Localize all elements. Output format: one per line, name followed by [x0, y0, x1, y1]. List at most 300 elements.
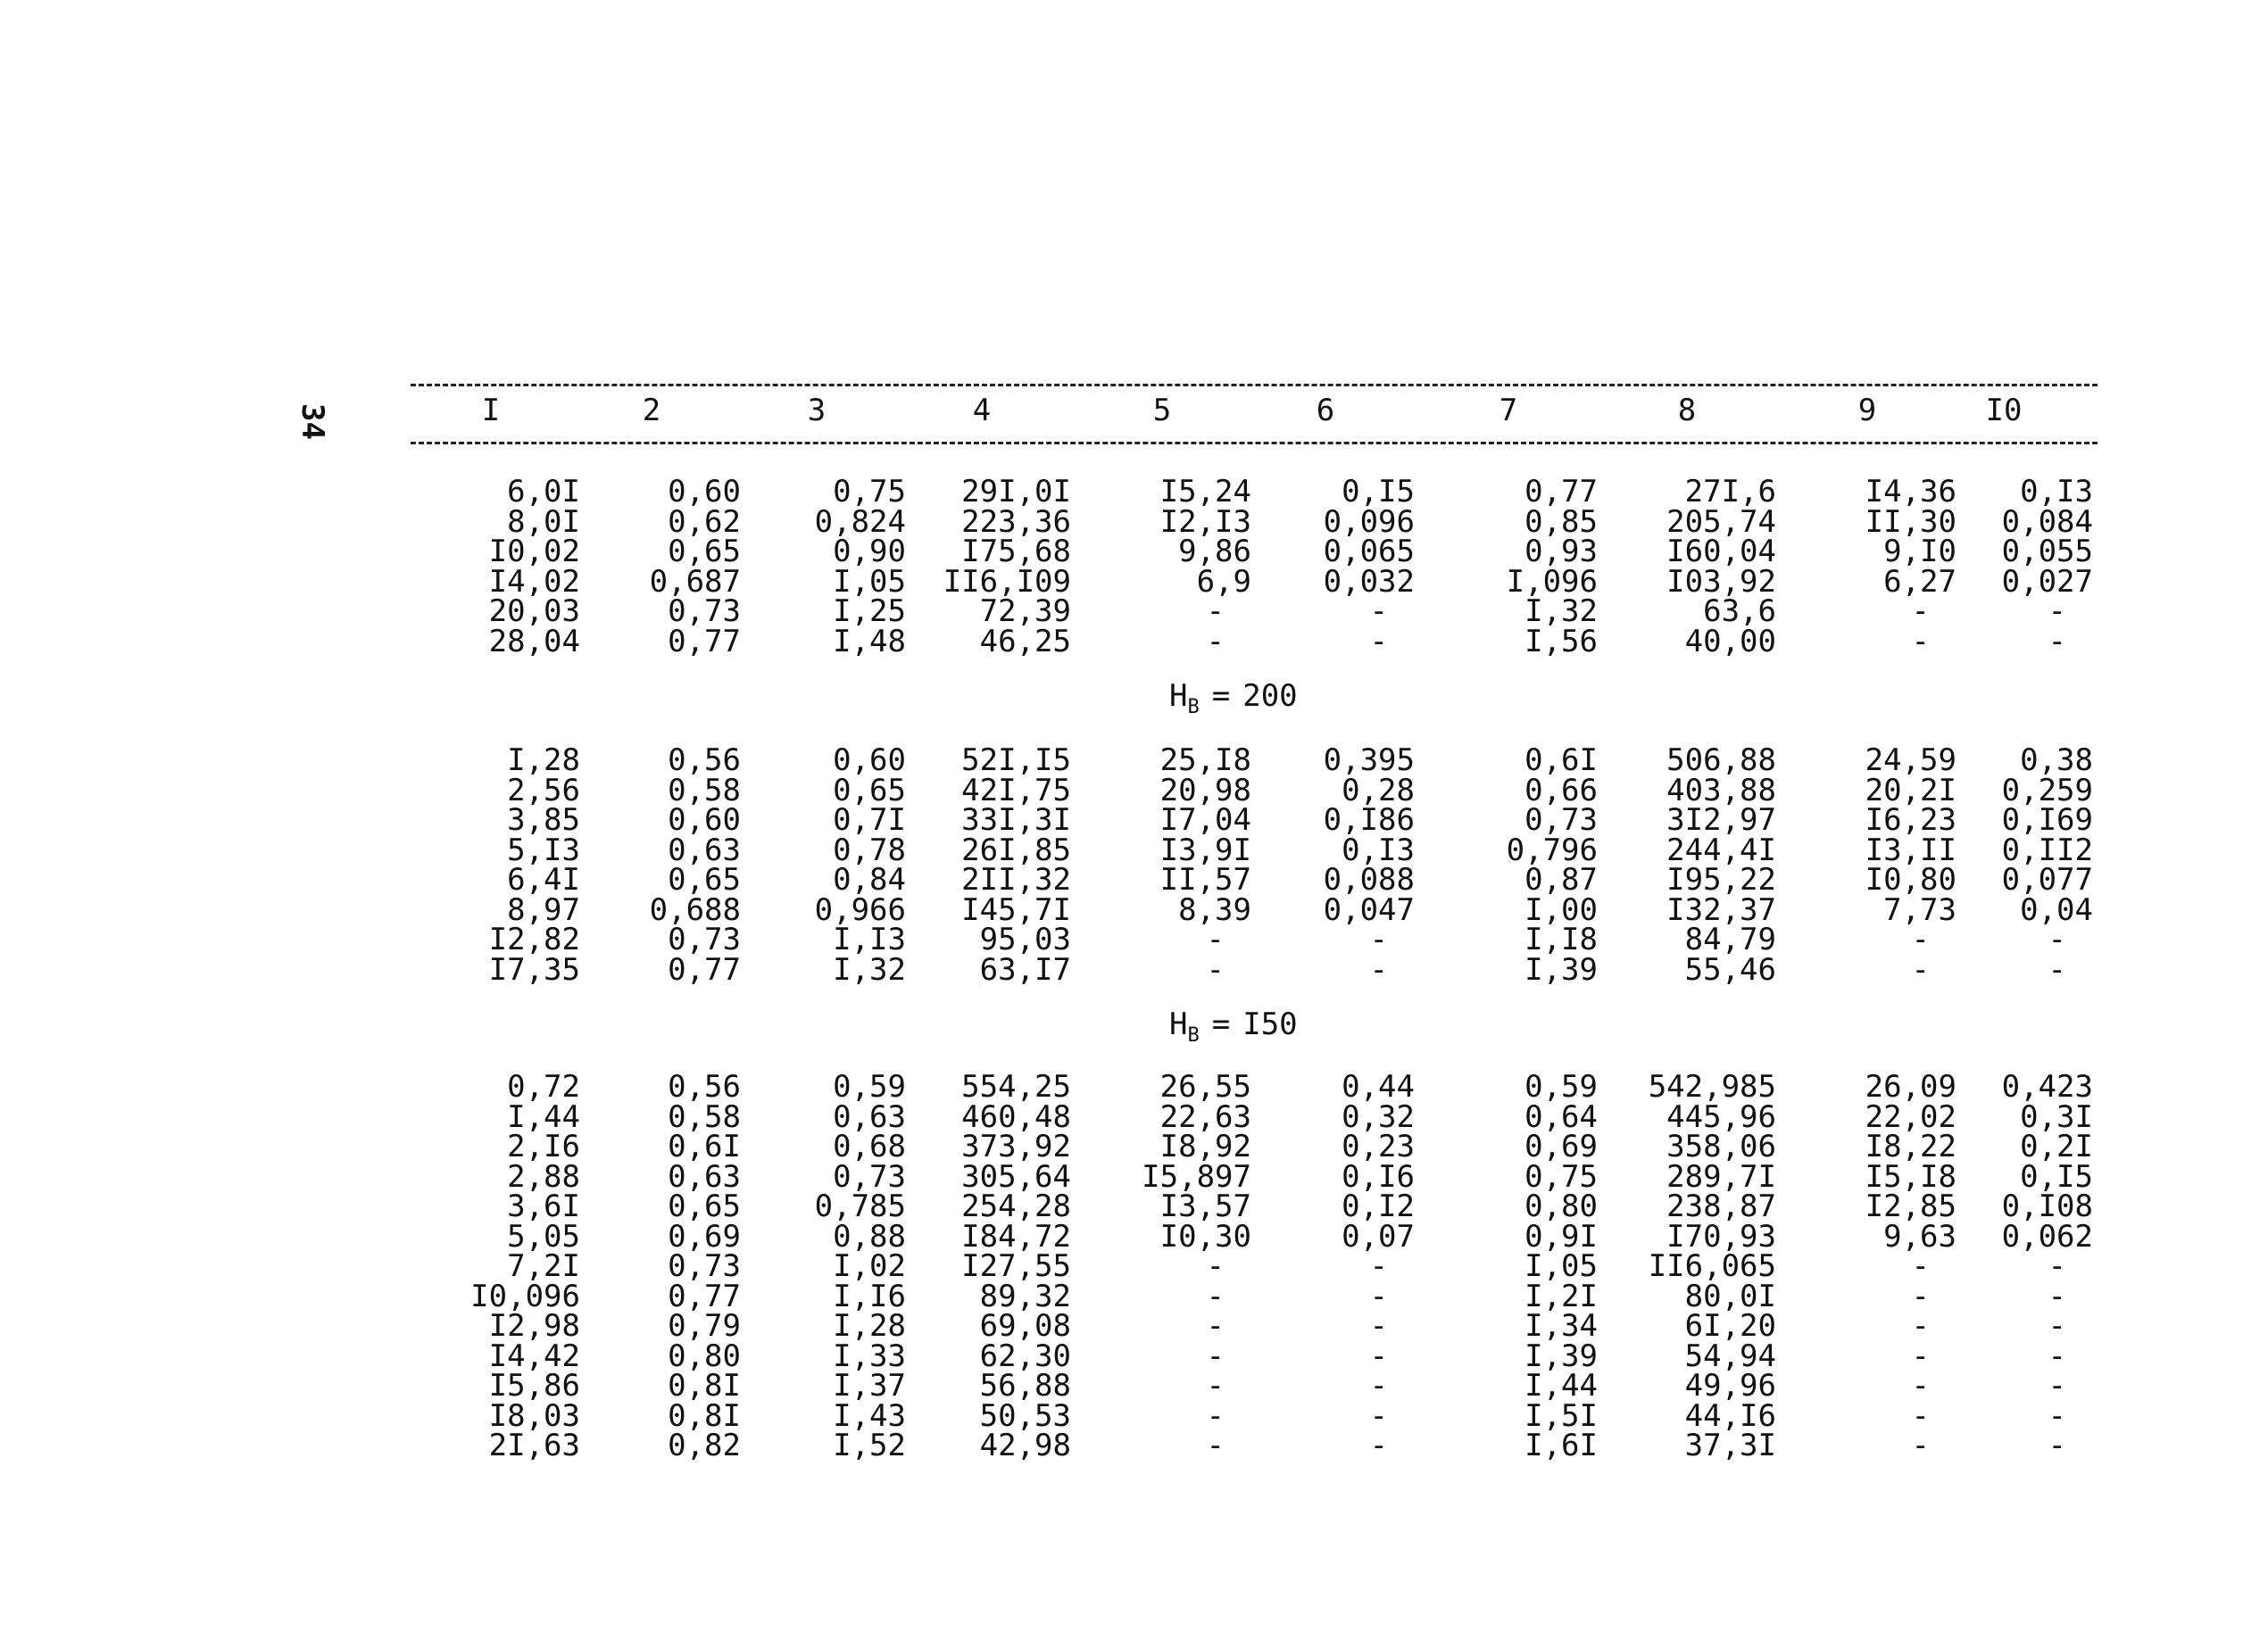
- table-cell: 55,46: [1684, 951, 1776, 988]
- table-cell: 0,64: [1524, 1098, 1598, 1135]
- table-cell: -: [1911, 1278, 1930, 1314]
- table-cell: 46,25: [979, 623, 1071, 659]
- table-cell: 56,88: [979, 1368, 1071, 1404]
- table-cell: 8,0I: [507, 503, 580, 540]
- table-cell: 0,80: [668, 1338, 741, 1374]
- table-cell: I2,98: [488, 1308, 580, 1344]
- table-cell: 0,69: [1524, 1129, 1598, 1164]
- table-cell: I7,35: [488, 951, 580, 988]
- table-cell: 0,65: [668, 1189, 741, 1224]
- table-cell: I,32: [1524, 593, 1598, 629]
- table-cell: 52I,I5: [961, 742, 1071, 778]
- table-cell: 0,7I: [833, 802, 906, 838]
- table-cell: 373,92: [961, 1129, 1071, 1164]
- table-cell: -: [1206, 922, 1225, 957]
- table-cell: I8,92: [1159, 1129, 1251, 1164]
- table-cell: -: [2048, 623, 2066, 659]
- table-cell: 0,72: [507, 1069, 580, 1105]
- table-cell: 0,688: [649, 891, 741, 928]
- table-cell: 0,2I: [2020, 1129, 2093, 1164]
- table-cell: 0,II2: [2001, 832, 2093, 868]
- table-cell: 6,9: [1196, 563, 1251, 600]
- table-cell: 5,I3: [507, 832, 580, 868]
- table-cell: 554,25: [961, 1069, 1071, 1105]
- table-cell: I3,57: [1159, 1189, 1251, 1224]
- table-cell: I,32: [833, 951, 906, 988]
- table-cell: -: [1369, 951, 1388, 988]
- table-cell: 9,86: [1178, 534, 1251, 569]
- table-cell: 0,63: [833, 1098, 906, 1135]
- table-cell: 358,06: [1666, 1129, 1776, 1164]
- table-cell: 3,85: [507, 802, 580, 838]
- table-cell: -: [1369, 1248, 1388, 1284]
- table-cell: I,39: [1524, 951, 1598, 988]
- table-cell: I0,02: [488, 534, 580, 569]
- label-value: 200: [1242, 678, 1298, 714]
- table-cell: I,44: [507, 1098, 580, 1135]
- table-cell: 0,395: [1323, 742, 1415, 778]
- data-column: [1236, 742, 1415, 988]
- table-cell: 72,39: [979, 593, 1071, 629]
- table-cell: 0,78: [833, 832, 906, 868]
- data-column: [893, 474, 1071, 659]
- table-cell: 25,I8: [1159, 742, 1251, 778]
- table-cell: I,52: [833, 1428, 906, 1463]
- table-cell: 9,63: [1883, 1218, 1956, 1255]
- table-cell: 7,2I: [507, 1248, 580, 1284]
- data-column: [402, 1069, 580, 1463]
- table-cell: -: [1369, 922, 1388, 957]
- table-cell: -: [1206, 1338, 1225, 1374]
- table-cell: 95,03: [979, 922, 1071, 957]
- table-cell: 40,00: [1684, 623, 1776, 659]
- table-cell: 54,94: [1684, 1338, 1776, 1374]
- table-cell: 62,30: [979, 1338, 1071, 1374]
- table-cell: 69,08: [979, 1308, 1071, 1344]
- data-column: [1236, 1069, 1415, 1463]
- table-cell: 6,4I: [507, 862, 580, 898]
- table-cell: -: [1206, 951, 1225, 988]
- table-cell: I2,I3: [1159, 503, 1251, 540]
- table-cell: 50,53: [979, 1397, 1071, 1434]
- table-cell: 0,63: [668, 1158, 741, 1195]
- table-cell: II,57: [1159, 862, 1251, 898]
- column-header: 9: [1857, 393, 1877, 428]
- table-cell: 0,785: [814, 1189, 906, 1224]
- table-cell: -: [1369, 1278, 1388, 1314]
- table-cell: 0,58: [668, 1098, 741, 1135]
- table-cell: I,43: [833, 1397, 906, 1434]
- data-column: [893, 1069, 1071, 1463]
- table-cell: -: [2048, 1278, 2066, 1314]
- table-cell: 27I,6: [1684, 474, 1776, 509]
- table-cell: 0,084: [2001, 503, 2093, 540]
- table-cell: 26,55: [1159, 1069, 1251, 1105]
- table-cell: 8,39: [1178, 891, 1251, 928]
- data-column: [402, 474, 580, 659]
- table-cell: 0,59: [1524, 1069, 1598, 1105]
- table-cell: 0,73: [668, 1248, 741, 1284]
- table-cell: 305,64: [961, 1158, 1071, 1195]
- table-cell: 6,0I: [507, 474, 580, 509]
- table-cell: -: [1206, 623, 1225, 659]
- table-cell: 6,27: [1883, 563, 1956, 600]
- table-cell: -: [2048, 1368, 2066, 1404]
- table-cell: 0,90: [833, 534, 906, 569]
- table-cell: -: [1206, 1428, 1225, 1463]
- table-cell: 460,48: [961, 1098, 1071, 1135]
- table-cell: -: [1911, 1368, 1930, 1404]
- table-cell: I,5I: [1524, 1397, 1598, 1434]
- table-header-rule: [411, 442, 2098, 444]
- table-cell: 0,59: [833, 1069, 906, 1105]
- table-cell: II6,065: [1648, 1248, 1776, 1284]
- label-equals: =: [1211, 678, 1231, 714]
- page-number: 34: [295, 403, 330, 440]
- table-cell: 403,88: [1666, 772, 1776, 808]
- table-cell: 0,32: [1342, 1098, 1415, 1135]
- table-cell: 0,687: [649, 563, 741, 600]
- table-cell: 0,84: [833, 862, 906, 898]
- table-cell: I75,68: [961, 534, 1071, 569]
- data-column: [727, 1069, 906, 1463]
- table-cell: -: [2048, 1248, 2066, 1284]
- table-cell: 0,8I: [668, 1397, 741, 1434]
- table-cell: 63,I7: [979, 951, 1071, 988]
- table-cell: 0,04: [2020, 891, 2093, 928]
- table-cell: 49,96: [1684, 1368, 1776, 1404]
- table-cell: 0,28: [1342, 772, 1415, 808]
- table-cell: -: [1206, 1397, 1225, 1434]
- table-cell: 42,98: [979, 1428, 1071, 1463]
- data-column: [1915, 474, 2093, 659]
- table-cell: 2I,63: [488, 1428, 580, 1463]
- table-cell: 0,73: [1524, 802, 1598, 838]
- table-cell: 0,60: [668, 802, 741, 838]
- table-cell: 5,05: [507, 1218, 580, 1255]
- table-cell: -: [1206, 1248, 1225, 1284]
- table-cell: 0,85: [1524, 503, 1598, 540]
- table-cell: I,33: [833, 1338, 906, 1374]
- data-column: [1419, 474, 1598, 659]
- table-cell: -: [1369, 623, 1388, 659]
- table-cell: 22,02: [1865, 1098, 1956, 1135]
- table-cell: -: [2048, 1338, 2066, 1374]
- table-cell: 0,68: [833, 1129, 906, 1164]
- table-cell: I3,9I: [1159, 832, 1251, 868]
- table-cell: 26I,85: [961, 832, 1071, 868]
- table-cell: 0,73: [668, 922, 741, 957]
- table-cell: 254,28: [961, 1189, 1071, 1224]
- label-symbol: H: [1169, 678, 1188, 714]
- table-cell: 8,97: [507, 891, 580, 928]
- table-cell: I,6I: [1524, 1428, 1598, 1463]
- data-column: [562, 474, 741, 659]
- table-cell: -: [2048, 951, 2066, 988]
- table-cell: 0,027: [2001, 563, 2093, 600]
- table-cell: I0,30: [1159, 1218, 1251, 1255]
- table-cell: 28,04: [488, 623, 580, 659]
- table-cell: 0,88: [833, 1218, 906, 1255]
- table-cell: II6,I09: [943, 563, 1071, 600]
- table-cell: I32,37: [1666, 891, 1776, 928]
- table-cell: I,28: [833, 1308, 906, 1344]
- table-cell: 0,65: [668, 534, 741, 569]
- data-column: [727, 742, 906, 988]
- data-column: [402, 742, 580, 988]
- table-cell: 0,088: [1323, 862, 1415, 898]
- table-cell: I,56: [1524, 623, 1598, 659]
- data-column: [1419, 1069, 1598, 1463]
- label-subscript: B: [1187, 1023, 1200, 1047]
- table-cell: -: [1911, 1397, 1930, 1434]
- table-cell: 0,65: [833, 772, 906, 808]
- table-cell: 0,032: [1323, 563, 1415, 600]
- table-cell: 24,59: [1865, 742, 1956, 778]
- data-column: [727, 474, 906, 659]
- table-cell: I,I3: [833, 922, 906, 957]
- table-cell: 0,I6: [1342, 1158, 1415, 1195]
- table-cell: 0,75: [1524, 1158, 1598, 1195]
- column-header: 6: [1316, 393, 1335, 428]
- table-cell: I5,897: [1142, 1158, 1251, 1195]
- table-cell: -: [1911, 1308, 1930, 1344]
- table-cell: 0,93: [1524, 534, 1598, 569]
- data-column: [562, 742, 741, 988]
- table-cell: I27,55: [961, 1248, 1071, 1284]
- table-cell: I03,92: [1666, 563, 1776, 600]
- table-cell: 0,23: [1342, 1129, 1415, 1164]
- table-cell: 3,6I: [507, 1189, 580, 1224]
- table-cell: I,I6: [833, 1278, 906, 1314]
- table-cell: 20,98: [1159, 772, 1251, 808]
- table-cell: I45,7I: [961, 891, 1071, 928]
- table-cell: 29I,0I: [961, 474, 1071, 509]
- table-cell: 0,73: [833, 1158, 906, 1195]
- table-cell: 0,07: [1342, 1218, 1415, 1255]
- table-cell: -: [1369, 1338, 1388, 1374]
- table-cell: 0,3I: [2020, 1098, 2093, 1135]
- table-cell: I4,02: [488, 563, 580, 600]
- data-column: [1915, 742, 2093, 988]
- table-cell: 0,44: [1342, 1069, 1415, 1105]
- table-cell: 80,0I: [1684, 1278, 1776, 1314]
- table-cell: 37,3I: [1684, 1428, 1776, 1463]
- table-cell: I2,85: [1865, 1189, 1956, 1224]
- table-cell: 0,38: [2020, 742, 2093, 778]
- table-cell: 506,88: [1666, 742, 1776, 778]
- table-cell: I,44: [1524, 1368, 1598, 1404]
- table-cell: -: [1911, 1428, 1930, 1463]
- table-cell: I2,82: [488, 922, 580, 957]
- table-cell: I6,23: [1865, 802, 1956, 838]
- table-cell: 89,32: [979, 1278, 1071, 1314]
- table-cell: 223,36: [961, 503, 1071, 540]
- label-symbol: H: [1169, 1007, 1188, 1042]
- table-cell: 22,63: [1159, 1098, 1251, 1135]
- table-cell: I,28: [507, 742, 580, 778]
- table-cell: 542,985: [1648, 1069, 1776, 1105]
- table-cell: 0,I08: [2001, 1189, 2093, 1224]
- table-cell: I,2I: [1524, 1278, 1598, 1314]
- table-cell: 0,63: [668, 832, 741, 868]
- table-cell: II,30: [1865, 503, 1956, 540]
- table-cell: I84,72: [961, 1218, 1071, 1255]
- table-cell: -: [2048, 1397, 2066, 1434]
- table-cell: 20,2I: [1865, 772, 1956, 808]
- table-cell: -: [1911, 593, 1930, 629]
- table-cell: 0,69: [668, 1218, 741, 1255]
- table-cell: 33I,3I: [961, 802, 1071, 838]
- table-cell: 0,I2: [1342, 1189, 1415, 1224]
- table-cell: 0,065: [1323, 534, 1415, 569]
- table-cell: 0,77: [1524, 474, 1598, 509]
- column-header-row: [411, 393, 2098, 437]
- table-cell: I,25: [833, 593, 906, 629]
- table-cell: 2,88: [507, 1158, 580, 1195]
- table-cell: I0,096: [470, 1278, 580, 1314]
- column-header: 4: [972, 393, 992, 428]
- table-cell: I3,II: [1865, 832, 1956, 868]
- table-cell: 3I2,97: [1666, 802, 1776, 838]
- table-top-rule: [411, 384, 2098, 386]
- table-cell: -: [2048, 1308, 2066, 1344]
- table-cell: 445,96: [1666, 1098, 1776, 1135]
- table-cell: I4,42: [488, 1338, 580, 1374]
- table-cell: 0,87: [1524, 862, 1598, 898]
- table-cell: I8,03: [488, 1397, 580, 1434]
- table-cell: -: [1911, 1338, 1930, 1374]
- table-cell: -: [1911, 1248, 1930, 1284]
- table-cell: I,02: [833, 1248, 906, 1284]
- label-value: I50: [1242, 1007, 1298, 1042]
- table-cell: 0,80: [1524, 1189, 1598, 1224]
- table-cell: -: [1206, 1368, 1225, 1404]
- data-column: [1598, 742, 1776, 988]
- table-cell: -: [1369, 1397, 1388, 1434]
- table-cell: I,05: [1524, 1248, 1598, 1284]
- table-cell: -: [1911, 922, 1930, 957]
- data-column: [893, 742, 1071, 988]
- table-cell: 0,I5: [1342, 474, 1415, 509]
- data-column: [1073, 1069, 1251, 1463]
- table-cell: 0,I69: [2001, 802, 2093, 838]
- table-cell: I,00: [1524, 891, 1598, 928]
- table-cell: -: [1206, 1278, 1225, 1314]
- table-cell: 26,09: [1865, 1069, 1956, 1105]
- data-column: [562, 1069, 741, 1463]
- table-cell: 20,03: [488, 593, 580, 629]
- table-cell: 0,77: [668, 1278, 741, 1314]
- table-cell: 0,047: [1323, 891, 1415, 928]
- table-cell: 0,824: [814, 503, 906, 540]
- column-header: I: [481, 393, 501, 428]
- data-column: [1073, 742, 1251, 988]
- table-cell: 2II,32: [961, 862, 1071, 898]
- table-cell: I8,22: [1865, 1129, 1956, 1164]
- table-cell: -: [1369, 1368, 1388, 1404]
- table-cell: 0,58: [668, 772, 741, 808]
- column-header: I0: [1985, 393, 2023, 428]
- table-cell: 0,60: [668, 474, 741, 509]
- table-cell: I5,24: [1159, 474, 1251, 509]
- table-cell: 0,I3: [2020, 474, 2093, 509]
- table-cell: -: [1369, 1308, 1388, 1344]
- table-cell: -: [2048, 1428, 2066, 1463]
- table-cell: I,48: [833, 623, 906, 659]
- table-cell: -: [1911, 951, 1930, 988]
- data-column: [1598, 474, 1776, 659]
- table-cell: I60,04: [1666, 534, 1776, 569]
- table-cell: 0,259: [2001, 772, 2093, 808]
- table-cell: I,I8: [1524, 922, 1598, 957]
- table-cell: 0,73: [668, 593, 741, 629]
- table-cell: 205,74: [1666, 503, 1776, 540]
- column-header: 8: [1677, 393, 1697, 428]
- data-column: [1598, 1069, 1776, 1463]
- table-cell: 0,077: [2001, 862, 2093, 898]
- table-cell: 0,66: [1524, 772, 1598, 808]
- table-cell: 0,9I: [1524, 1218, 1598, 1255]
- label-subscript: B: [1187, 695, 1200, 718]
- table-cell: 0,60: [833, 742, 906, 778]
- table-cell: I4,36: [1865, 474, 1956, 509]
- column-header: 2: [642, 393, 661, 428]
- table-cell: 9,I0: [1883, 534, 1956, 569]
- table-cell: 0,65: [668, 862, 741, 898]
- table-cell: 0,62: [668, 503, 741, 540]
- table-cell: -: [1911, 623, 1930, 659]
- table-cell: 0,I3: [1342, 832, 1415, 868]
- table-cell: I,05: [833, 563, 906, 600]
- table-cell: I95,22: [1666, 862, 1776, 898]
- table-cell: I,37: [833, 1368, 906, 1404]
- table-cell: -: [1369, 1428, 1388, 1463]
- table-cell: 0,I5: [2020, 1158, 2093, 1195]
- table-cell: 0,77: [668, 623, 741, 659]
- table-cell: -: [1206, 1308, 1225, 1344]
- table-cell: 2,56: [507, 772, 580, 808]
- table-cell: 42I,75: [961, 772, 1071, 808]
- table-cell: 63,6: [1703, 593, 1776, 629]
- data-column: [1236, 474, 1415, 659]
- table-cell: 289,7I: [1666, 1158, 1776, 1195]
- table-cell: 0,56: [668, 742, 741, 778]
- table-cell: 0,062: [2001, 1218, 2093, 1255]
- label-equals: =: [1211, 1007, 1231, 1042]
- table-cell: -: [2048, 593, 2066, 629]
- table-cell: 0,966: [814, 891, 906, 928]
- table-cell: -: [1206, 593, 1225, 629]
- table-cell: 244,4I: [1666, 832, 1776, 868]
- table-cell: 0,79: [668, 1308, 741, 1344]
- table-cell: I,34: [1524, 1308, 1598, 1344]
- table-cell: 0,6I: [1524, 742, 1598, 778]
- table-cell: 6I,20: [1684, 1308, 1776, 1344]
- data-column: [1073, 474, 1251, 659]
- table-cell: 7,73: [1883, 891, 1956, 928]
- table-cell: 238,87: [1666, 1189, 1776, 1224]
- table-cell: 0,796: [1506, 832, 1598, 868]
- table-cell: 0,I86: [1323, 802, 1415, 838]
- table-cell: I,39: [1524, 1338, 1598, 1374]
- table-cell: I5,I8: [1865, 1158, 1956, 1195]
- table-cell: 0,096: [1323, 503, 1415, 540]
- table-cell: -: [2048, 922, 2066, 957]
- table-cell: I,096: [1506, 563, 1598, 600]
- section-label-hb-150: [1169, 1007, 1298, 1047]
- data-column: [1419, 742, 1598, 988]
